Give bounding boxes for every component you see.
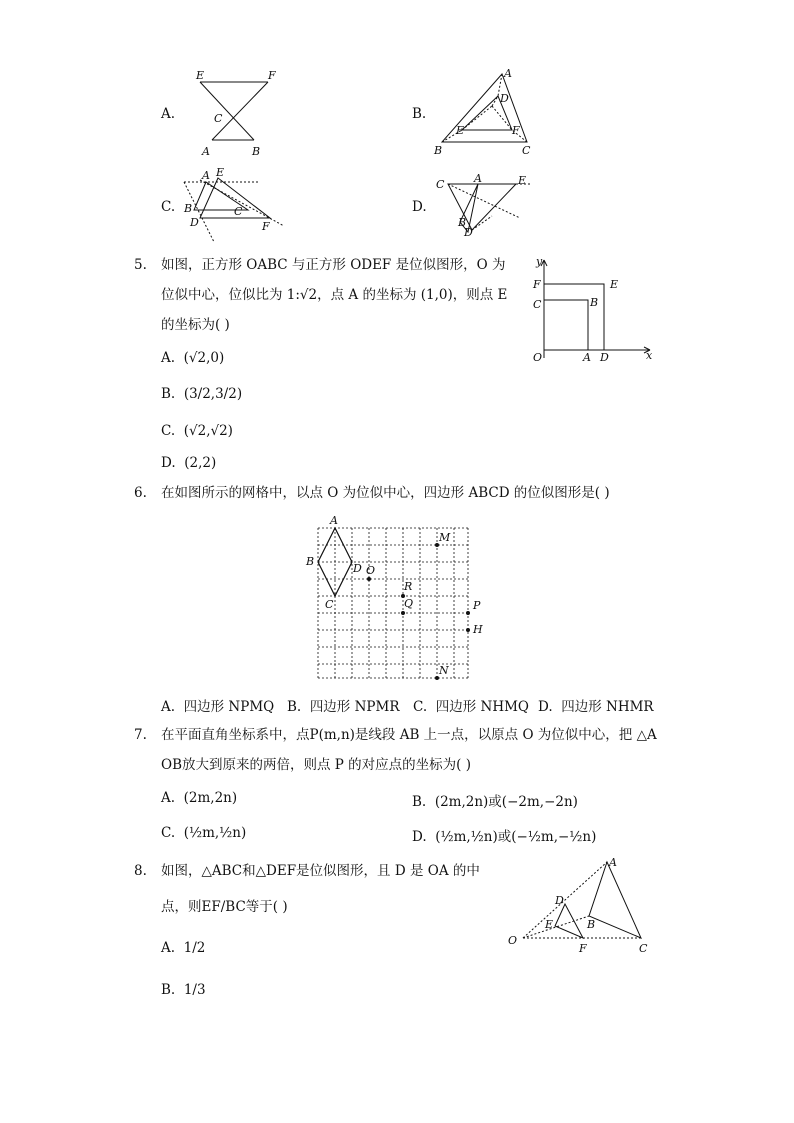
svg-text:C: C	[214, 112, 223, 125]
q8-option-b[interactable]	[161, 982, 206, 998]
option-text: 四边形 NPMQ	[183, 699, 275, 715]
svg-text:H: H	[473, 623, 483, 636]
svg-text:D: D	[555, 894, 564, 907]
svg-text:E: E	[196, 69, 205, 82]
svg-text:B: B	[306, 555, 315, 568]
option-label: D.	[161, 455, 176, 471]
q5-stem-line3: 的坐标为( )	[161, 317, 230, 333]
q5-coordinate-figure	[528, 254, 658, 364]
q7-option-c[interactable]	[161, 825, 246, 841]
svg-text:B: B	[434, 144, 443, 157]
q6-option-b[interactable]	[287, 695, 400, 715]
q5-option-b[interactable]	[161, 386, 242, 402]
q7-option-b[interactable]	[412, 790, 578, 810]
svg-text:B: B	[252, 145, 261, 158]
svg-text:C: C	[639, 942, 648, 955]
q6-option-a[interactable]	[161, 695, 274, 715]
q6-number: 6.	[134, 485, 147, 501]
q8-number: 8.	[134, 863, 147, 879]
option-text: (√2,0)	[183, 350, 225, 366]
option-label: A.	[161, 699, 176, 715]
q5-option-c[interactable]	[161, 423, 233, 439]
svg-text:D: D	[464, 226, 473, 239]
svg-text:E: E	[518, 174, 527, 187]
svg-text:D: D	[190, 216, 199, 229]
option-label: C.	[161, 825, 176, 841]
svg-text:C: C	[234, 205, 243, 218]
option-label: C.	[413, 699, 428, 715]
q8-stem-line2: 点，则EF/BC等于( )	[161, 899, 288, 915]
svg-text:A: A	[504, 67, 512, 80]
option-text: (2m,2n)	[183, 790, 238, 806]
svg-text:P: P	[473, 599, 481, 612]
svg-text:C: C	[522, 144, 531, 157]
q6-option-c[interactable]	[413, 695, 529, 715]
option-text: 1/3	[183, 982, 206, 998]
svg-text:B: B	[587, 918, 596, 931]
option-text: (√2,√2)	[183, 423, 233, 439]
q6-stem-line1: 在如图所示的网格中，以点 O 为位似中心，四边形 ABCD 的位似图形是( )	[161, 485, 610, 501]
svg-text:F: F	[579, 942, 587, 955]
q4-option-a-label[interactable]: A.	[161, 106, 176, 122]
svg-text:A: A	[202, 169, 210, 182]
svg-text:C: C	[325, 598, 334, 611]
svg-text:D: D	[353, 562, 362, 575]
option-text: 1/2	[183, 940, 206, 956]
option-text: 四边形 NPMR	[309, 699, 400, 715]
option-text: (2m,2n)或(−2m,−2n)	[434, 794, 578, 810]
option-label: C.	[161, 423, 176, 439]
option-label: B.	[412, 794, 427, 810]
svg-text:E: E	[456, 124, 465, 137]
svg-text:E: E	[216, 168, 225, 179]
option-text: 四边形 NHMR	[561, 699, 654, 715]
svg-text:y: y	[536, 255, 543, 268]
q4-option-c-label[interactable]: C.	[161, 199, 176, 215]
svg-text:B: B	[458, 216, 467, 229]
svg-text:F: F	[268, 69, 276, 82]
q4-figure-a	[186, 68, 281, 160]
svg-text:A: A	[583, 351, 591, 364]
option-text: (½m,½n)或(−½m,−½n)	[435, 829, 597, 845]
svg-text:A: A	[474, 172, 482, 185]
svg-text:Q: Q	[404, 597, 414, 610]
q7-stem-line1: 在平面直角坐标系中，点P(m,n)是线段 AB 上一点，以原点 O 为位似中心，把 △A	[161, 727, 657, 743]
svg-text:O: O	[366, 564, 376, 577]
svg-text:D: D	[600, 351, 609, 364]
q5-option-a[interactable]	[161, 350, 224, 366]
q5-number: 5.	[134, 257, 147, 273]
option-text: (3/2,3/2)	[183, 386, 243, 402]
q6-grid-figure	[302, 514, 492, 684]
q8-homothety-figure	[505, 852, 665, 960]
option-label: B.	[161, 982, 176, 998]
svg-text:A: A	[330, 514, 338, 527]
svg-text:N: N	[439, 664, 449, 677]
svg-text:x: x	[646, 349, 653, 362]
q4-option-d-label[interactable]: D.	[412, 199, 427, 215]
q5-stem-line1: 如图，正方形 OABC 与正方形 ODEF 是位似图形，O 为	[161, 257, 506, 273]
option-label: B.	[287, 699, 302, 715]
option-label: A.	[161, 790, 176, 806]
svg-text:E: E	[545, 918, 554, 931]
q7-option-d[interactable]	[412, 825, 596, 845]
q6-option-d[interactable]	[538, 695, 654, 715]
q4-option-b-label[interactable]: B.	[412, 106, 427, 122]
q8-option-a[interactable]	[161, 940, 205, 956]
q7-stem-line2: OB放大到原来的两倍，则点 P 的对应点的坐标为( )	[161, 757, 471, 773]
q5-option-d[interactable]	[161, 455, 216, 471]
q8-stem-line1: 如图，△ABC和△DEF是位似图形，且 D 是 OA 的中	[161, 863, 480, 879]
svg-text:C: C	[436, 178, 445, 191]
q4-figure-c	[180, 168, 290, 244]
q7-number: 7.	[134, 727, 147, 743]
svg-text:A: A	[202, 145, 210, 158]
svg-text:F: F	[533, 278, 541, 291]
svg-text:F: F	[512, 124, 520, 137]
svg-text:D: D	[500, 92, 509, 105]
option-text: (½m,½n)	[183, 825, 247, 841]
q5-stem-line2: 位似中心，位似比为 1:√2，点 A 的坐标为 (1,0)，则点 E	[161, 287, 508, 303]
q4-figure-d	[432, 170, 542, 242]
svg-text:M: M	[439, 531, 451, 544]
option-label: A.	[161, 940, 176, 956]
option-text: (2,2)	[184, 455, 217, 471]
svg-text:A: A	[609, 856, 617, 869]
option-label: D.	[412, 829, 427, 845]
svg-text:O: O	[533, 351, 543, 364]
svg-text:O: O	[508, 934, 518, 947]
option-label: B.	[161, 386, 176, 402]
q7-option-a[interactable]	[161, 790, 237, 806]
svg-text:F: F	[262, 220, 270, 233]
svg-text:B: B	[184, 202, 193, 215]
q4-figure-b	[432, 66, 537, 160]
grid-lines	[318, 528, 468, 678]
svg-text:E: E	[610, 278, 619, 291]
option-text: 四边形 NHMQ	[435, 699, 530, 715]
svg-text:C: C	[533, 298, 542, 311]
option-label: A.	[161, 350, 176, 366]
svg-text:B: B	[590, 296, 599, 309]
svg-text:R: R	[404, 580, 413, 593]
option-label: D.	[538, 699, 553, 715]
